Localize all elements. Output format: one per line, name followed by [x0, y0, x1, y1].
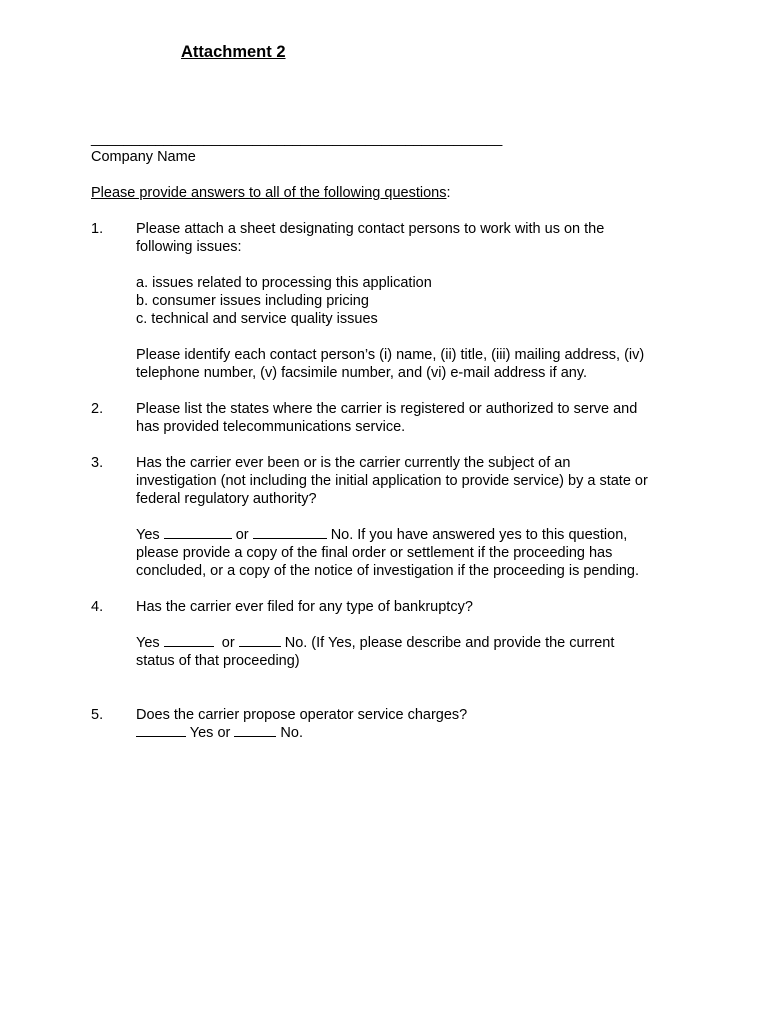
question-3-no-blank[interactable] [253, 526, 327, 539]
question-1-item-b: b. consumer issues including pricing [136, 293, 369, 309]
company-name-line: ___________________________________________________ [91, 131, 503, 147]
question-3-yes-label: Yes [136, 527, 160, 543]
question-4-no-text: No. (If Yes, please describe and provide the current [284, 635, 615, 651]
question-1-number: 1. [91, 221, 104, 237]
question-5-answer-line [136, 724, 303, 742]
question-4-number: 4. [91, 599, 104, 615]
page-title: Attachment 2 [181, 43, 286, 61]
question-4-answer-line [136, 634, 614, 652]
question-1-item-c: c. technical and service quality issues [136, 311, 378, 327]
question-4-no-blank[interactable] [239, 634, 281, 647]
question-2-line-1: Please list the states where the carrier is registered or authorized to serve and [136, 401, 638, 417]
question-3-follow-line-1: please provide a copy of the final order or settlement if the proceeding has [136, 545, 613, 561]
question-1-note-line-1: Please identify each contact person’s (i) name, (ii) title, (iii) mailing address, (iv) [136, 347, 645, 363]
question-3-line-2: investigation (not including the initial application to provide service) by a state or [136, 473, 648, 489]
question-5-no-label: No. [280, 725, 303, 741]
question-4-yes-blank[interactable] [164, 634, 214, 647]
question-3-answer-line [136, 526, 627, 544]
question-5-no-blank[interactable] [234, 724, 276, 737]
question-3-yes-blank[interactable] [164, 526, 232, 539]
question-3-no-text: No. If you have answered yes to this question, [330, 527, 628, 543]
question-3-line-1: Has the carrier ever been or is the carrier currently the subject of an [136, 455, 571, 471]
question-3-follow-line-2: concluded, or a copy of the notice of investigation if the proceeding is pending. [136, 563, 639, 579]
instructions-text: Please provide answers to all of the following questions [91, 185, 447, 201]
question-3-line-3: federal regulatory authority? [136, 491, 317, 507]
instructions [91, 184, 451, 202]
question-4-line-1: Has the carrier ever filed for any type of bankruptcy? [136, 599, 473, 615]
question-2-number: 2. [91, 401, 104, 417]
question-1-item-a: a. issues related to processing this application [136, 275, 432, 291]
question-5-yes-blank[interactable] [136, 724, 186, 737]
question-3-or-label: or [235, 527, 249, 543]
question-5-yes-label: Yes or [189, 725, 231, 741]
question-4-follow-line-1: status of that proceeding) [136, 653, 300, 669]
question-1-line-1: Please attach a sheet designating contact persons to work with us on the [136, 221, 605, 237]
question-3-number: 3. [91, 455, 104, 471]
instructions-colon: : [446, 185, 451, 201]
question-5-line-1: Does the carrier propose operator service charges? [136, 707, 468, 723]
company-name-label: Company Name [91, 149, 196, 165]
question-4-or-label: or [221, 635, 235, 651]
question-1-note-line-2: telephone number, (v) facsimile number, and (vi) e-mail address if any. [136, 365, 588, 381]
question-1-line-2: following issues: [136, 239, 242, 255]
question-2-line-2: has provided telecommunications service. [136, 419, 406, 435]
question-5-number: 5. [91, 707, 104, 723]
question-4-yes-label: Yes [136, 635, 160, 651]
